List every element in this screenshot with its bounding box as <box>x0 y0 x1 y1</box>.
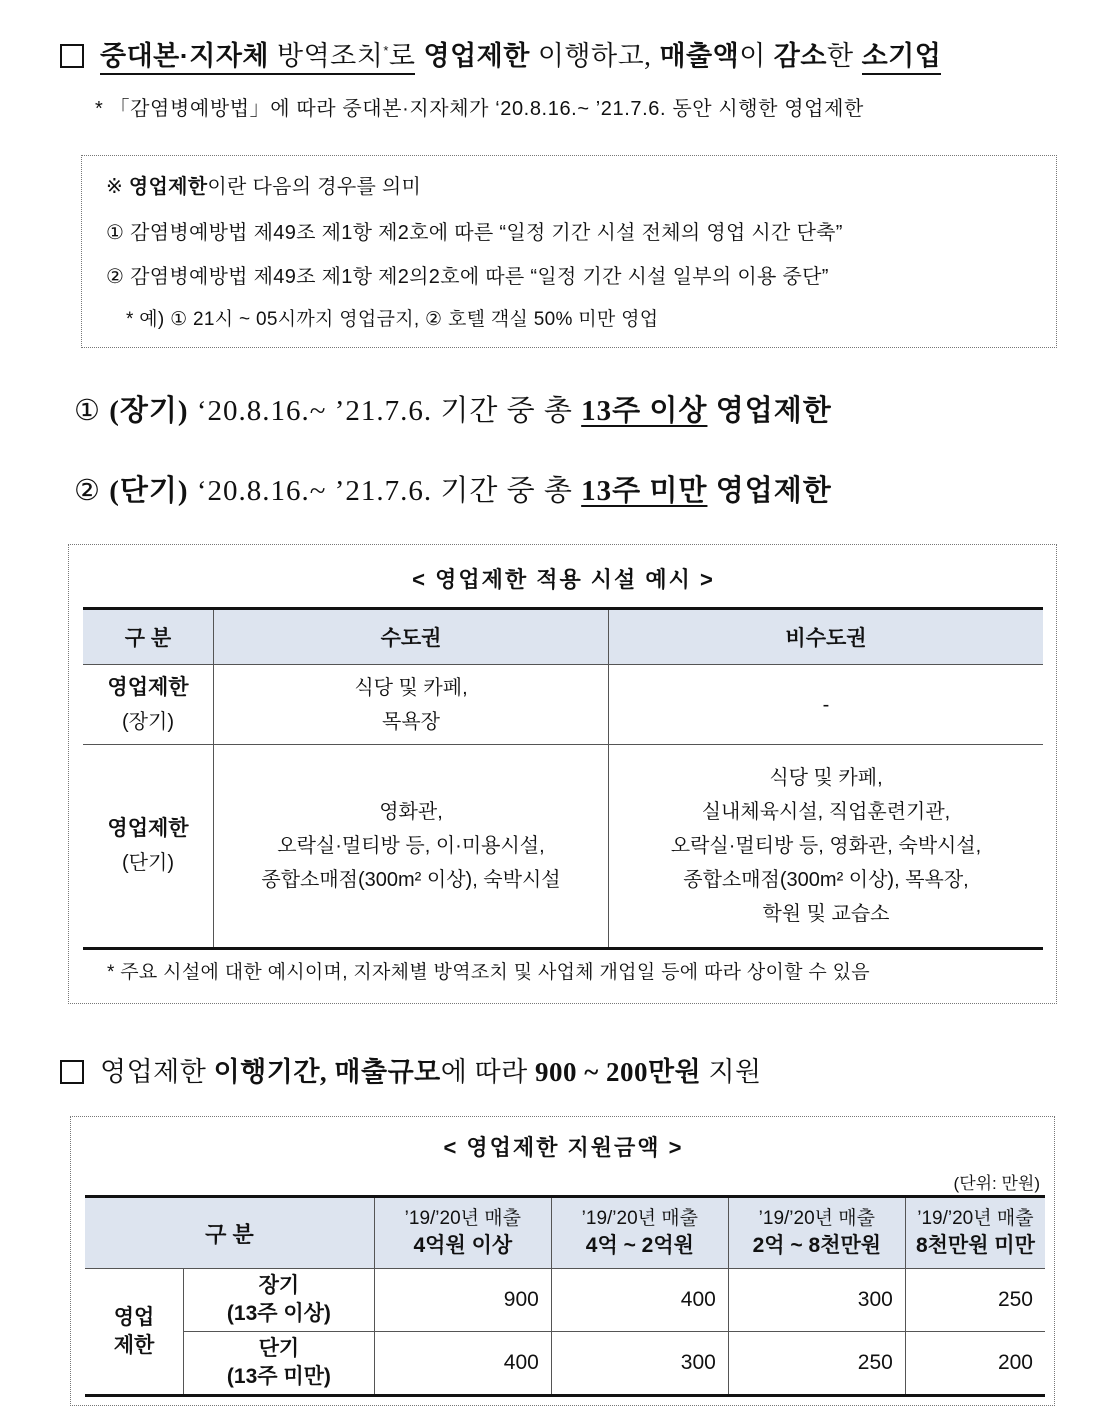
category-short-term <box>74 468 832 509</box>
category-period: ‘20.8.16.~ ’21.7.6. 기간 중 총 <box>196 395 573 427</box>
checkbox-icon <box>60 1060 84 1084</box>
cell-line: 오락실·멀티방 등, 영화관, 숙박시설, <box>670 835 982 857</box>
row-sublabel: (13주 이상) <box>226 1302 331 1325</box>
category-number: ② <box>74 475 101 507</box>
section-heading-2 <box>60 1050 762 1089</box>
group-label-cell <box>85 1269 184 1396</box>
facility-table-title: < 영업제한 적용 시설 예시 > <box>412 567 715 592</box>
amount-cell: 900 <box>374 1269 551 1332</box>
heading1-part4: 영업제한 <box>423 41 530 71</box>
category-suffix: 영업제한 <box>715 395 832 427</box>
row-label: 영업제한 <box>107 675 189 699</box>
row-label: 영업제한 <box>107 817 189 840</box>
heading1-part10: 소기업 <box>862 41 942 75</box>
header-column <box>551 1197 728 1269</box>
table-header-row <box>85 1197 1045 1269</box>
header-category: 구 분 <box>83 609 214 665</box>
heading1-footnote: * 「감염병예방법」에 따라 중대본·지자체가 ‘20.8.16.~ ’21.7.6. 동안 시행한 영업제한 <box>95 98 864 120</box>
amount-cell: 200 <box>905 1332 1045 1396</box>
heading2-part5: 지원 <box>708 1057 762 1087</box>
heading1-part2: 방역조치 <box>277 41 384 71</box>
heading1-part1: 중대본·지자체 <box>100 41 269 71</box>
row-label-cell <box>83 745 214 949</box>
amount-cell: 400 <box>374 1332 551 1396</box>
cell-line: 종합소매점(300m² 이상), 목욕장, <box>683 869 969 891</box>
row-sublabel: (13주 미만) <box>226 1365 331 1388</box>
category-label: (장기) <box>109 395 189 427</box>
column-main: 8천만원 미만 <box>915 1234 1035 1257</box>
heading1-part5: 이행하고, <box>537 41 652 71</box>
amount-cell: 250 <box>728 1332 905 1396</box>
column-main: 4억 ~ 2억원 <box>585 1234 694 1257</box>
header-nonmetro: 비수도권 <box>609 609 1044 665</box>
definition-intro-text: 이란 다음의 경우를 의미 <box>207 176 422 198</box>
heading2-part3: 에 따라 <box>440 1057 528 1087</box>
row-sublabel: (장기) <box>122 710 174 733</box>
cell-line: 식당 및 카페, <box>354 676 468 699</box>
definition-item-2: ② 감염병예방법 제49조 제1항 제2의2호에 따른 “일정 기간 시설 일부의 이용 중단” <box>106 266 829 288</box>
metro-cell <box>214 745 609 949</box>
heading2-part1: 영업제한 <box>100 1057 207 1087</box>
heading1-part7: 이 <box>739 41 766 71</box>
heading1-part8: 감소 <box>773 41 827 71</box>
definition-example: * 예) ① 21시 ~ 05시까지 영업금지, ② 호텔 객실 50% 미만 영업 <box>126 309 659 330</box>
cell-line: 학원 및 교습소 <box>762 903 890 925</box>
amount-cell: 400 <box>551 1269 728 1332</box>
cell-line: 영화관, <box>379 801 443 823</box>
table-row <box>83 665 1043 745</box>
definition-term: 영업제한 <box>128 176 208 198</box>
header-column <box>905 1197 1045 1269</box>
header-metro: 수도권 <box>214 609 609 665</box>
header-column <box>728 1197 905 1269</box>
amount-table-box <box>70 1116 1055 1406</box>
header-category: 구 분 <box>85 1197 374 1269</box>
row-label-cell <box>83 665 214 745</box>
facility-table-note: * 주요 시설에 대한 예시이며, 지자체별 방역조치 및 사업체 개업일 등에 따라 상이할 수 있음 <box>107 962 870 983</box>
checkbox-icon <box>60 44 84 68</box>
group-label-line: 영업 <box>113 1305 155 1329</box>
cell-line: 식당 및 카페, <box>769 767 883 789</box>
column-sub: ’19/’20년 매출 <box>758 1208 876 1229</box>
nonmetro-cell <box>609 745 1044 949</box>
heading1-part6: 매출액 <box>659 41 740 71</box>
metro-cell <box>214 665 609 745</box>
category-duration: 13주 미만 <box>581 475 708 507</box>
reference-mark: ※ <box>106 176 124 198</box>
cell-line: 목욕장 <box>382 710 440 733</box>
row-label-cell <box>184 1332 375 1396</box>
amount-table-title: < 영업제한 지원금액 > <box>443 1135 684 1160</box>
heading2-part2: 이행기간, 매출규모 <box>213 1057 441 1087</box>
table-row <box>85 1332 1045 1396</box>
cell-line: 실내체육시설, 직업훈련기관, <box>701 801 951 823</box>
cell-line: - <box>822 693 830 716</box>
category-period: ‘20.8.16.~ ’21.7.6. 기간 중 총 <box>196 475 573 507</box>
amount-table <box>85 1195 1045 1397</box>
category-suffix: 영업제한 <box>715 475 832 507</box>
row-label: 단기 <box>258 1337 300 1360</box>
column-main: 4억원 이상 <box>413 1234 513 1257</box>
header-column <box>374 1197 551 1269</box>
cell-line: 오락실·멀티방 등, 이·미용시설, <box>277 835 545 857</box>
definition-item-1: ① 감염병예방법 제49조 제1항 제2호에 따른 “일정 기간 시설 전체의 영업 시간 단축” <box>106 222 843 244</box>
amount-cell: 300 <box>728 1269 905 1332</box>
group-label-line: 제한 <box>113 1333 155 1357</box>
column-sub: ’19/’20년 매출 <box>581 1208 699 1229</box>
category-long-term <box>74 388 832 429</box>
row-sublabel: (단기) <box>122 852 174 874</box>
column-main: 2억 ~ 8천만원 <box>752 1234 882 1257</box>
heading2-part4: 900 ~ 200만원 <box>534 1057 702 1087</box>
amount-cell: 250 <box>905 1269 1045 1332</box>
nonmetro-cell <box>609 665 1044 745</box>
table-header-row <box>83 609 1043 665</box>
table-row <box>85 1269 1045 1332</box>
column-sub: ’19/’20년 매출 <box>917 1208 1034 1229</box>
section-heading-1 <box>60 34 941 73</box>
row-label-cell <box>184 1269 375 1332</box>
category-number: ① <box>74 395 101 427</box>
category-duration: 13주 이상 <box>581 395 708 427</box>
heading1-footnote-mark: * <box>383 43 389 58</box>
amount-table-unit: (단위: 만원) <box>953 1174 1040 1193</box>
category-label: (단기) <box>109 475 189 507</box>
definition-box <box>81 155 1057 348</box>
cell-line: 종합소매점(300m² 이상), 숙박시설 <box>261 869 561 891</box>
row-label: 장기 <box>258 1274 300 1297</box>
definition-intro <box>106 170 421 199</box>
heading1-part9: 한 <box>826 41 854 71</box>
facility-table <box>83 607 1043 950</box>
amount-cell: 300 <box>551 1332 728 1396</box>
facility-table-box <box>68 544 1057 1004</box>
table-row <box>83 745 1043 949</box>
column-sub: ’19/’20년 매출 <box>404 1208 522 1229</box>
heading1-part3: 로 <box>388 41 416 71</box>
